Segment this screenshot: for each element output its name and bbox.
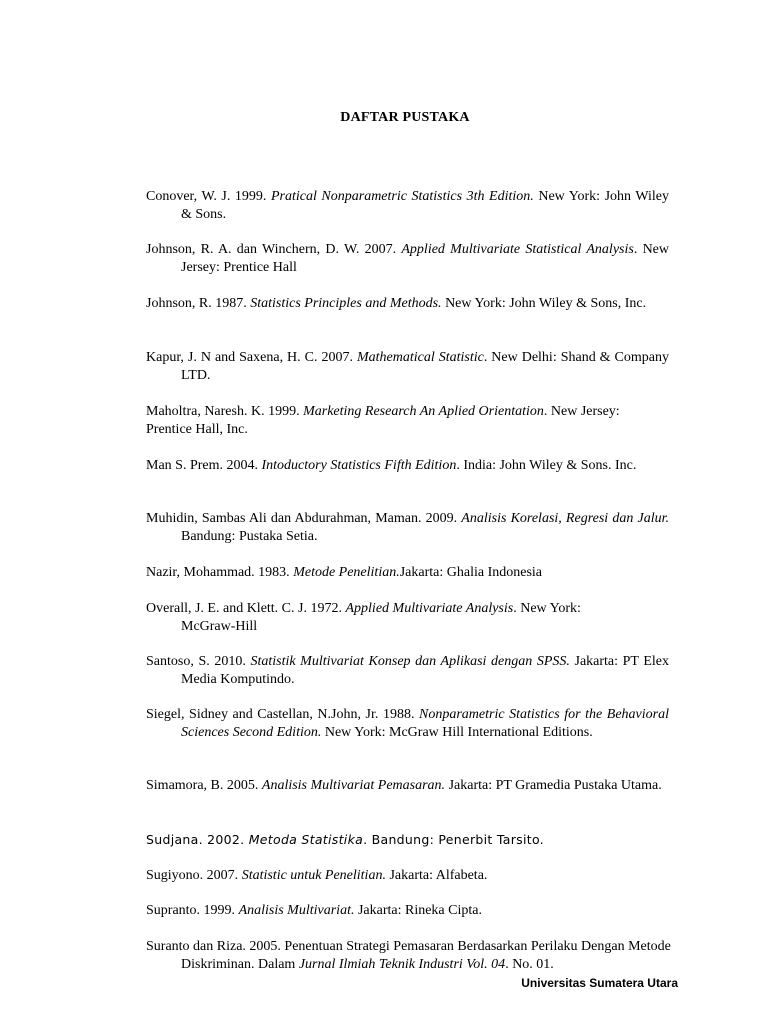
reference-item — [146, 349, 669, 384]
reference-item — [146, 600, 636, 635]
reference-author-year: Siegel, Sidney and Castellan, N.John, Jr. 1988. — [146, 707, 419, 722]
reference-publisher: New York: McGraw Hill International Editions. — [321, 724, 593, 740]
reference-publisher: Jakarta: PT Gramedia Pustaka Utama. — [445, 778, 662, 793]
reference-item — [146, 867, 669, 885]
reference-item — [146, 241, 669, 276]
reference-item — [146, 457, 669, 475]
reference-publisher: . No. 01. — [505, 956, 554, 972]
reference-author-year: Supranto. 1999. — [146, 903, 239, 918]
reference-publisher: . New Jersey: Prentice Hall — [181, 242, 670, 275]
reference-publisher: Jakarta: Rineka Cipta. — [354, 903, 482, 918]
reference-item — [146, 564, 669, 582]
reference-author-year: Man S. Prem. 2004. — [146, 458, 262, 473]
reference-publisher: . New Jersey: Prentice Hall, Inc. — [146, 404, 620, 437]
reference-item — [146, 831, 669, 849]
reference-title: Applied Multivariate Analysis — [345, 601, 514, 616]
reference-item — [146, 902, 669, 920]
reference-author-year: Simamora, B. 2005. — [146, 778, 262, 793]
reference-publisher: Jakarta: Alfabeta. — [385, 868, 488, 883]
reference-author-year: Sugiyono. 2007. — [146, 868, 242, 883]
reference-author-year: Suranto dan Riza. 2005. Penentuan Strategi Pemasaran Berdasarkan Perilaku Dengan Metode Diskriminan. Dalam — [146, 939, 671, 972]
reference-title: Intoductory Statistics Fifth Edition — [261, 458, 457, 473]
reference-title: Analisis Multivariat Pemasaran. — [261, 778, 446, 793]
reference-title: Applied Multivariate Statistical Analysis — [401, 242, 634, 257]
reference-publisher: New York: John Wiley & Sons, Inc. — [441, 296, 647, 311]
reference-publisher: . New York: McGraw-Hill — [181, 601, 581, 634]
footer-institution: Universitas Sumatera Utara — [521, 976, 678, 990]
reference-item — [146, 403, 658, 438]
reference-author-year: Muhidin, Sambas Ali dan Abdurahman, Maman. 2009. — [146, 511, 462, 526]
reference-publisher: . India: John Wiley & Sons. Inc. — [456, 458, 637, 473]
reference-publisher: New York: John Wiley & Sons. — [181, 189, 669, 222]
reference-title: Nonparametric Statistics for the Behavioral Sciences Second Edition. — [181, 707, 669, 740]
reference-title: Marketing Research An Aplied Orientation — [303, 404, 544, 419]
reference-publisher: . Bandung: Penerbit Tarsito. — [363, 832, 544, 847]
reference-item — [146, 938, 672, 973]
reference-title: Jurnal Ilmiah Teknik Industri Vol. 04 — [298, 956, 506, 972]
reference-author-year: Santoso, S. 2010. — [146, 654, 251, 669]
reference-title: Statistik Multivariat Konsep dan Aplikasi dengan SPSS. — [250, 654, 570, 669]
reference-item — [146, 777, 669, 795]
reference-author-year: Sudjana. 2002. — [146, 832, 249, 847]
reference-item — [146, 188, 669, 223]
reference-item — [146, 706, 669, 741]
reference-item — [146, 653, 669, 688]
reference-publisher: Jakarta: PT Elex Media Komputindo. — [181, 654, 669, 687]
reference-title: Mathematical Statistic — [356, 350, 484, 365]
reference-publisher: Bandung: Pustaka Setia. — [181, 528, 318, 544]
reference-title: Pratical Nonparametric Statistics 3th Edition. — [270, 189, 534, 204]
reference-author-year: Overall, J. E. and Klett. C. J. 1972. — [146, 601, 346, 616]
page-title: DAFTAR PUSTAKA — [340, 110, 470, 125]
reference-title: Analisis Multivariat. — [238, 903, 355, 918]
reference-title: Metode Penelitian. — [293, 565, 400, 580]
reference-item — [146, 510, 669, 545]
reference-publisher: Jakarta: Ghalia Indonesia — [399, 565, 542, 580]
reference-author-year: Johnson, R. 1987. — [146, 296, 251, 311]
reference-title: Statistic untuk Penelitian. — [241, 868, 386, 883]
reference-title: Analisis Korelasi, Regresi dan Jalur. — [461, 511, 669, 526]
reference-publisher: . New Delhi: Shand & Company LTD. — [181, 350, 669, 383]
reference-title: Metoda Statistika — [248, 832, 364, 847]
reference-author-year: Conover, W. J. 1999. — [146, 189, 271, 204]
reference-author-year: Nazir, Mohammad. 1983. — [146, 565, 294, 580]
reference-author-year: Johnson, R. A. dan Winchern, D. W. 2007. — [146, 242, 402, 257]
reference-item — [146, 295, 669, 313]
reference-title: Statistics Principles and Methods. — [250, 296, 442, 311]
reference-author-year: Maholtra, Naresh. K. 1999. — [146, 404, 304, 419]
reference-author-year: Kapur, J. N and Saxena, H. C. 2007. — [146, 350, 357, 365]
